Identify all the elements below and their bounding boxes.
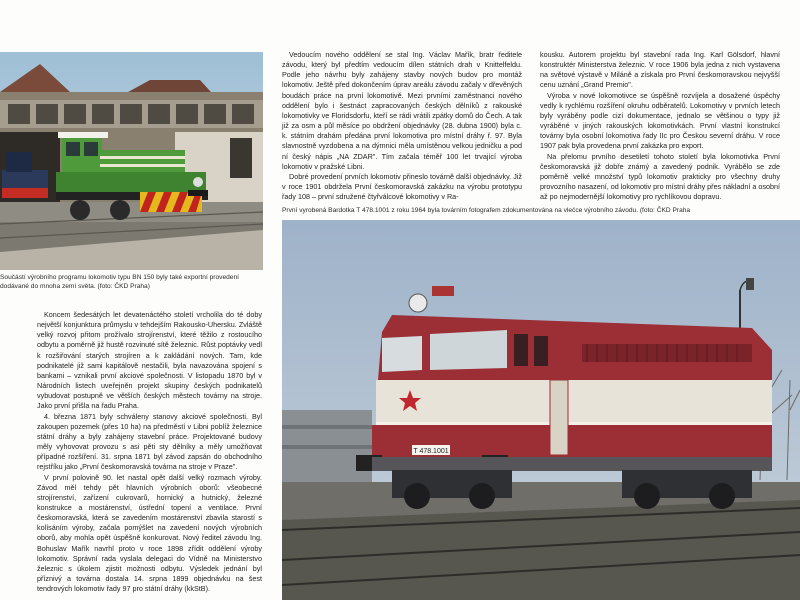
photo2-caption: První vyrobená Bardotka T 478.1001 z roku 1964 byla továrním fotografem zdokumentována na vlečce výrobního závodu. (foto: ČKD Praha <box>282 207 691 214</box>
left-paragraph-3: V první polovině 90. let nastal opět další velký rozmach výroby. Závod měl tehdy pět hlavních výrobních oborů: všeobecné strojírenství, zařízení cukrovarů, hornický a hutnický, železné konstrukce a mostárenství, ústřední topení a ventilace. První českomoravská, která se zavedením mostárenství zbavila starostí s kolísáním výroby, začala pomýšlet na zavedení nových výrobních oborů, aby mohla opět úspěšně konkurovat. Nový ředitel závodu Ing. Bohuslav Mařík navrhl proto v roce 1898 zřídit oddělení výroby lokomotiv. Správní rada vyslala delegaci do Vídně na Ministerstvo železnic s úkolem zjistit možnosti odbytu. Výsledek jednání byl příznivý a továrna dostala 14. srpna 1899 objednávku na šest tendrových lokomotiv řady 97 pro státní dráhy (kkStB). <box>37 472 262 594</box>
middle-text-column <box>282 50 522 202</box>
locomotive-number-plate: T 478.1001 <box>413 448 449 455</box>
photo-green-shunter-image <box>0 52 263 270</box>
left-paragraph-1: Koncem šedesátých let devatenáctého století vrcholila do té doby největší konjunktura průmyslu v tehdejším Rakousko-Uhersku. Zvláště velký rozvoj přitom prožívalo strojírenství, které těžilo z rostoucího odbytu a poměrně již hustě rozvinuté sítě železnic. Růst poptávky vedl k rozšiřování starých strojíren a k zakládání nových. Tam, kde podnikatelé již sami kapitálově nestačili, byla navazována spojení s bankami – vznikali první akciové společnosti. V listopadu 1870 byl v Národních listech uveřejněn projekt skupiny českých podnikatelů vybudovat postupně ve větších českých městech továrny na stroje. Jako první přišla na řadu Praha. <box>37 310 262 411</box>
right-paragraph-3: Na přelomu prvního desetiletí tohoto století byla lokomotivka První českomoravská již dobře známý a zavedený podnik. Vyrábělo se zde poměrně velké množství typů lokomotiv prakticky pro všechny druhy provozního nasazení, od lokomotiv pro místní dráhy přes nákladní a osobní až po nejmodernější lokomotivy pro rychlíkovou dopravu. <box>540 151 780 202</box>
right-paragraph-1: kousku. Autorem projektu byl stavební rada Ing. Karl Gölsdorf, hlavní konstruktér Ministerstva železnic. V roce 1906 byla jedna z nich vystavena na světové výstavě v Miláně a získala pro První českomoravskou nejvyšší cenu uznání „Grand Premio". <box>540 50 780 90</box>
photo1-caption: Součástí výrobního programu lokomotiv typu BN 150 byly také exportní provedení dodávané do mnoha zemí světa. (foto: ČKD Praha) <box>0 274 239 290</box>
photo-bardotka <box>282 220 800 600</box>
photo-bardotka-image <box>282 220 800 600</box>
middle-paragraph-1: Vedoucím nového oddělení se stal Ing. Václav Mařík, bratr ředitele závodu, který byl předtím vedoucím dílen státních drah v Knittelfeldu. Podle jeho návrhu byly zahájeny stavby nových budov pro montáž lokomotiv. Ještě před dokončením úprav areálu závodu začaly v dřevěných boudách práce na první lokomotivě. Mezi prvními zaměstnanci nového oddělení bylo i šestnáct zapracovaných českých dělníků z rakouské lokomotivky ve Floridsdorfu, kteří se rádi vrátili zpátky domů do Čech. A tak již za osm a půl měsíce po obdržení objednávky (28. dubna 1900) byla c. k. státním drahám předána první lokomotiva pro místní dráhy ř. 97. Byla slavnostně vyzdobena a na dýmnici měla umístěnou velkou jedničku a pod ní český nápis „NA ZDAR". Tím začala téměř 100 let trvající výroba lokomotiv v pražské Libni. <box>282 50 522 171</box>
photo-green-shunter <box>0 52 263 270</box>
left-paragraph-2: 4. března 1871 byly schváleny stanovy akciové společnosti. Byl zakoupen pozemek (přes 10 ha) na předměstí v Libni poblíž železnice státní dráhy a byly zahájeny stavební práce. Projektované budovy měly vyhovovat provozu s asi pěti sty dělníky a měly umožňovat případné rozšíření. 31. srpna 1871 byl závod zapsán do obchodního rejstříku jako „První českomoravská továrna na stroje v Praze". <box>37 411 262 472</box>
left-text-column <box>37 310 262 594</box>
right-text-column <box>540 50 780 202</box>
right-paragraph-2: Výroba v nové lokomotivce se úspěšně rozvíjela a dosažené úspěchy vedly k rychlému rozšíření okruhu odběratelů. Lokomotivy v prvních letech byly vyráběny podle cizí dokumentace, jednalo se většinou o typy již vyráběné v jiných rakouských lokomotivkách. První vlastní konstrukcí továrny byla osobní lokomotiva řady IIc pro Českou severní dráhu. V roce 1907 pak byla provedena první zakázka pro export. <box>540 90 780 151</box>
middle-paragraph-2: Dobré provedení prvních lokomotiv přineslo továrně další objednávky. Již v roce 1901 obdržela První českomoravská zakázku na výrobu prototypu řady 108 – první sdružené čtyřválcové lokomotivy v Ra- <box>282 171 522 202</box>
